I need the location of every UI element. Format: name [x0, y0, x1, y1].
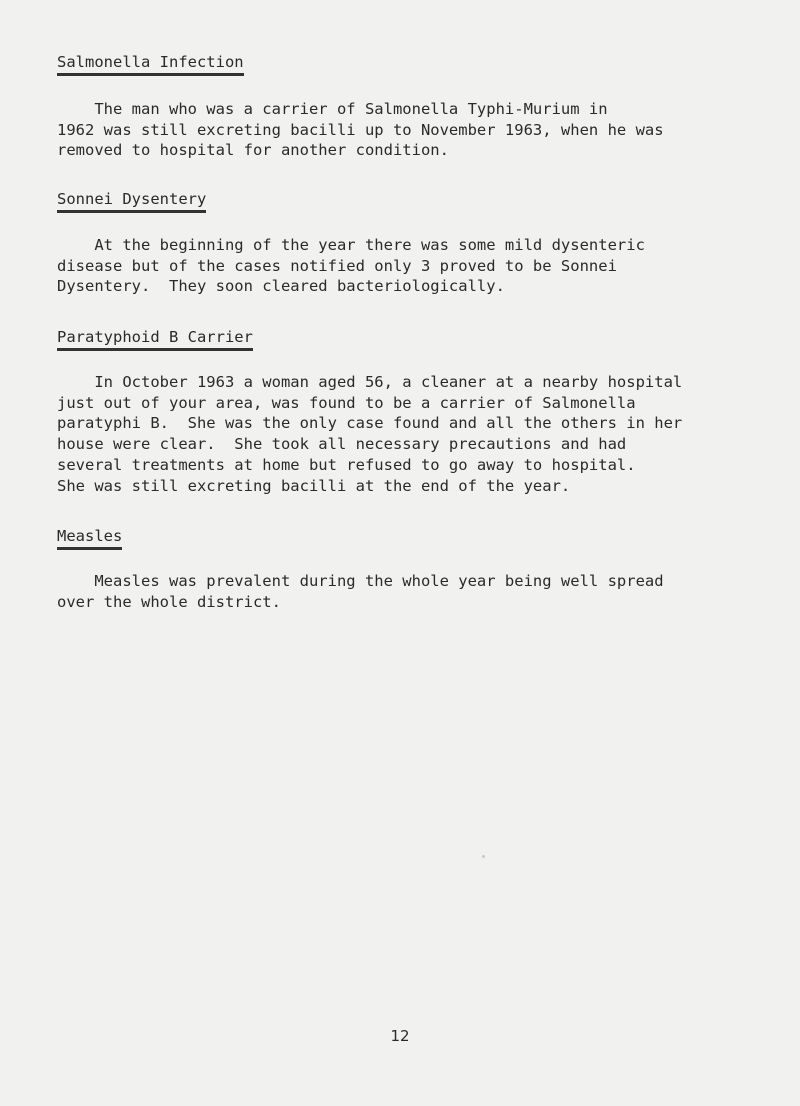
heading-sonnei-dysentery: Sonnei Dysentery: [57, 189, 206, 213]
heading-measles: Measles: [57, 526, 122, 550]
paragraph-paratyphoid-b-carrier: In October 1963 a woman aged 56, a cleaner at a nearby hospital just out of your area, was found to be a carrier of Salmonella paratyphi B. She was the only case found and all the others in her house were clear. She took all necessary precautions and had several treatments at home but refused to go away to hospital. She was still excreting bacilli at the end of the year.: [57, 373, 683, 495]
page-number: 12: [390, 1027, 410, 1045]
paragraph-salmonella-infection: The man who was a carrier of Salmonella Typhi-Murium in 1962 was still excreting bacilli up to November 1963, when he was removed to hospital for another condition.: [57, 100, 664, 160]
paper-speck: [482, 855, 485, 858]
paragraph-measles: Measles was prevalent during the whole year being well spread over the whole district.: [57, 572, 664, 611]
heading-salmonella-infection: Salmonella Infection: [57, 52, 244, 76]
heading-paratyphoid-b-carrier: Paratyphoid B Carrier: [57, 327, 253, 351]
paragraph-sonnei-dysentery: At the beginning of the year there was some mild dysenteric disease but of the cases notified only 3 proved to be Sonnei Dysentery. They soon cleared bacteriologically.: [57, 236, 645, 296]
